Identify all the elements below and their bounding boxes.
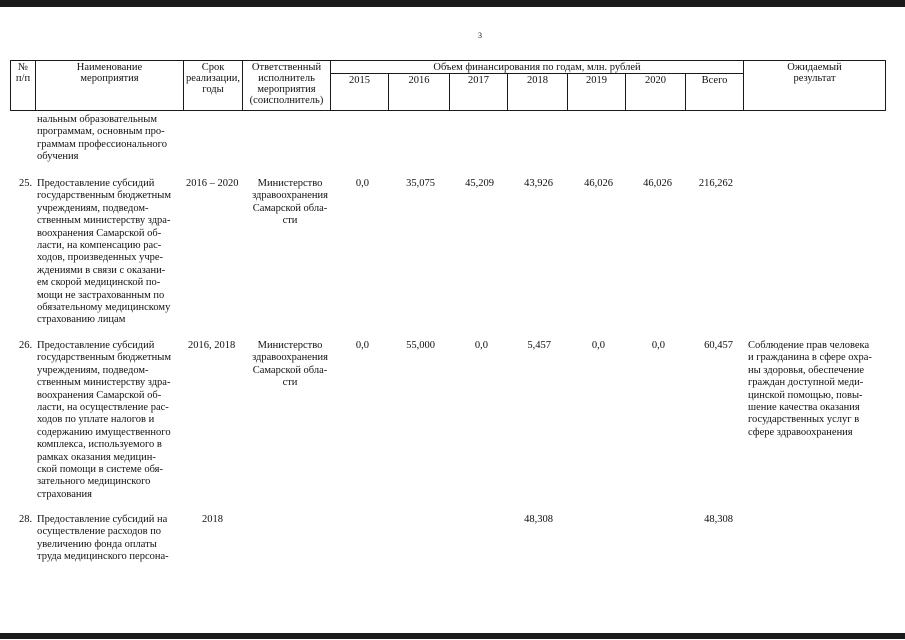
- row-responsible: Министерство здравоохранения Самарской обла- сти: [252, 340, 328, 389]
- row-term: 2018: [202, 514, 223, 525]
- header-year-total: Всего: [686, 74, 744, 111]
- value-2017: 0,0: [474, 340, 488, 351]
- row-name: Предоставление субсидий государственным бюджетным учреждениям, подведом- ственным министерству здра- воохранения Самарской об- ласти, на осуществление рас- ходов по уплате налогов и содержанию имущественного комплекса, используемого в рамках оказания медицин- ской помощи в системе обя- зательного медицинского страхования: [37, 340, 171, 500]
- value-2018: 48,308: [524, 514, 553, 525]
- header-funding-title: Объем финансирования по годам, млн. рублей: [331, 61, 744, 74]
- table-row: [0, 514, 905, 566]
- row-name: Предоставление субсидий государственным бюджетным учреждениям, подведом- ственным министерству здра- воохранения Самарской об- ласти, на компенсацию рас- ходов, произведенных учре- ждениями в связи с оказани- ем скорой медицинской по- мощи не застрахованным по обязательному медицинскому страхованию лицам: [37, 178, 171, 326]
- header-term: Срок реализации, годы: [184, 61, 243, 111]
- value-2020: 0,0: [651, 340, 665, 351]
- continuation-row: [37, 114, 179, 164]
- row-responsible: Министерство здравоохранения Самарской обла- сти: [252, 178, 328, 227]
- value-2020: 46,026: [643, 178, 672, 189]
- row-expected-result: Соблюдение прав человека и гражданина в сфере охра- ны здоровья, обеспечение граждан доступной меди- цинской помощью, повы- шение качества оказания государственных услуг в сфере здравоохранения: [748, 340, 872, 438]
- header-result: Ожидаемый результат: [744, 61, 886, 111]
- header-name: Наименование мероприятия: [36, 61, 184, 111]
- value-total: 48,308: [704, 514, 733, 525]
- value-2019: 46,026: [584, 178, 613, 189]
- table-row: [0, 178, 905, 328]
- header-year-2018: 2018: [508, 74, 568, 111]
- header-year-2019: 2019: [568, 74, 626, 111]
- value-2016: 55,000: [406, 340, 435, 351]
- row-number: 25.: [19, 178, 33, 189]
- row-name: Предоставление субсидий на осуществление расходов по увеличению фонда оплаты труда медицинского персона-: [37, 514, 169, 563]
- header-responsible: Ответственный исполнитель мероприятия (соисполнитель): [243, 61, 331, 111]
- value-2018: 43,926: [524, 178, 553, 189]
- value-2016: 35,075: [406, 178, 435, 189]
- row-term: 2016, 2018: [188, 340, 236, 351]
- header-year-2020: 2020: [626, 74, 686, 111]
- header-no: № п/п: [11, 61, 36, 111]
- value-2018: 5,457: [527, 340, 551, 351]
- bottom-scan-border: [0, 633, 905, 639]
- continuation-name: нальным образовательным программам, основным про- граммам профессионального обучения: [37, 114, 167, 163]
- header-year-2017: 2017: [450, 74, 508, 111]
- header-table: [10, 60, 886, 111]
- page-number: 3: [478, 31, 482, 40]
- value-2017: 45,209: [465, 178, 494, 189]
- value-total: 60,457: [704, 340, 733, 351]
- value-2015: 0,0: [355, 340, 369, 351]
- value-2019: 0,0: [591, 340, 605, 351]
- top-scan-border: [0, 0, 905, 7]
- row-number: 28.: [19, 514, 33, 525]
- header-year-2016: 2016: [389, 74, 450, 111]
- table-row: [0, 340, 905, 505]
- row-term: 2016 – 2020: [186, 178, 239, 189]
- row-number: 26.: [19, 340, 33, 351]
- header-year-2015: 2015: [331, 74, 389, 111]
- value-total: 216,262: [698, 178, 733, 189]
- value-2015: 0,0: [355, 178, 369, 189]
